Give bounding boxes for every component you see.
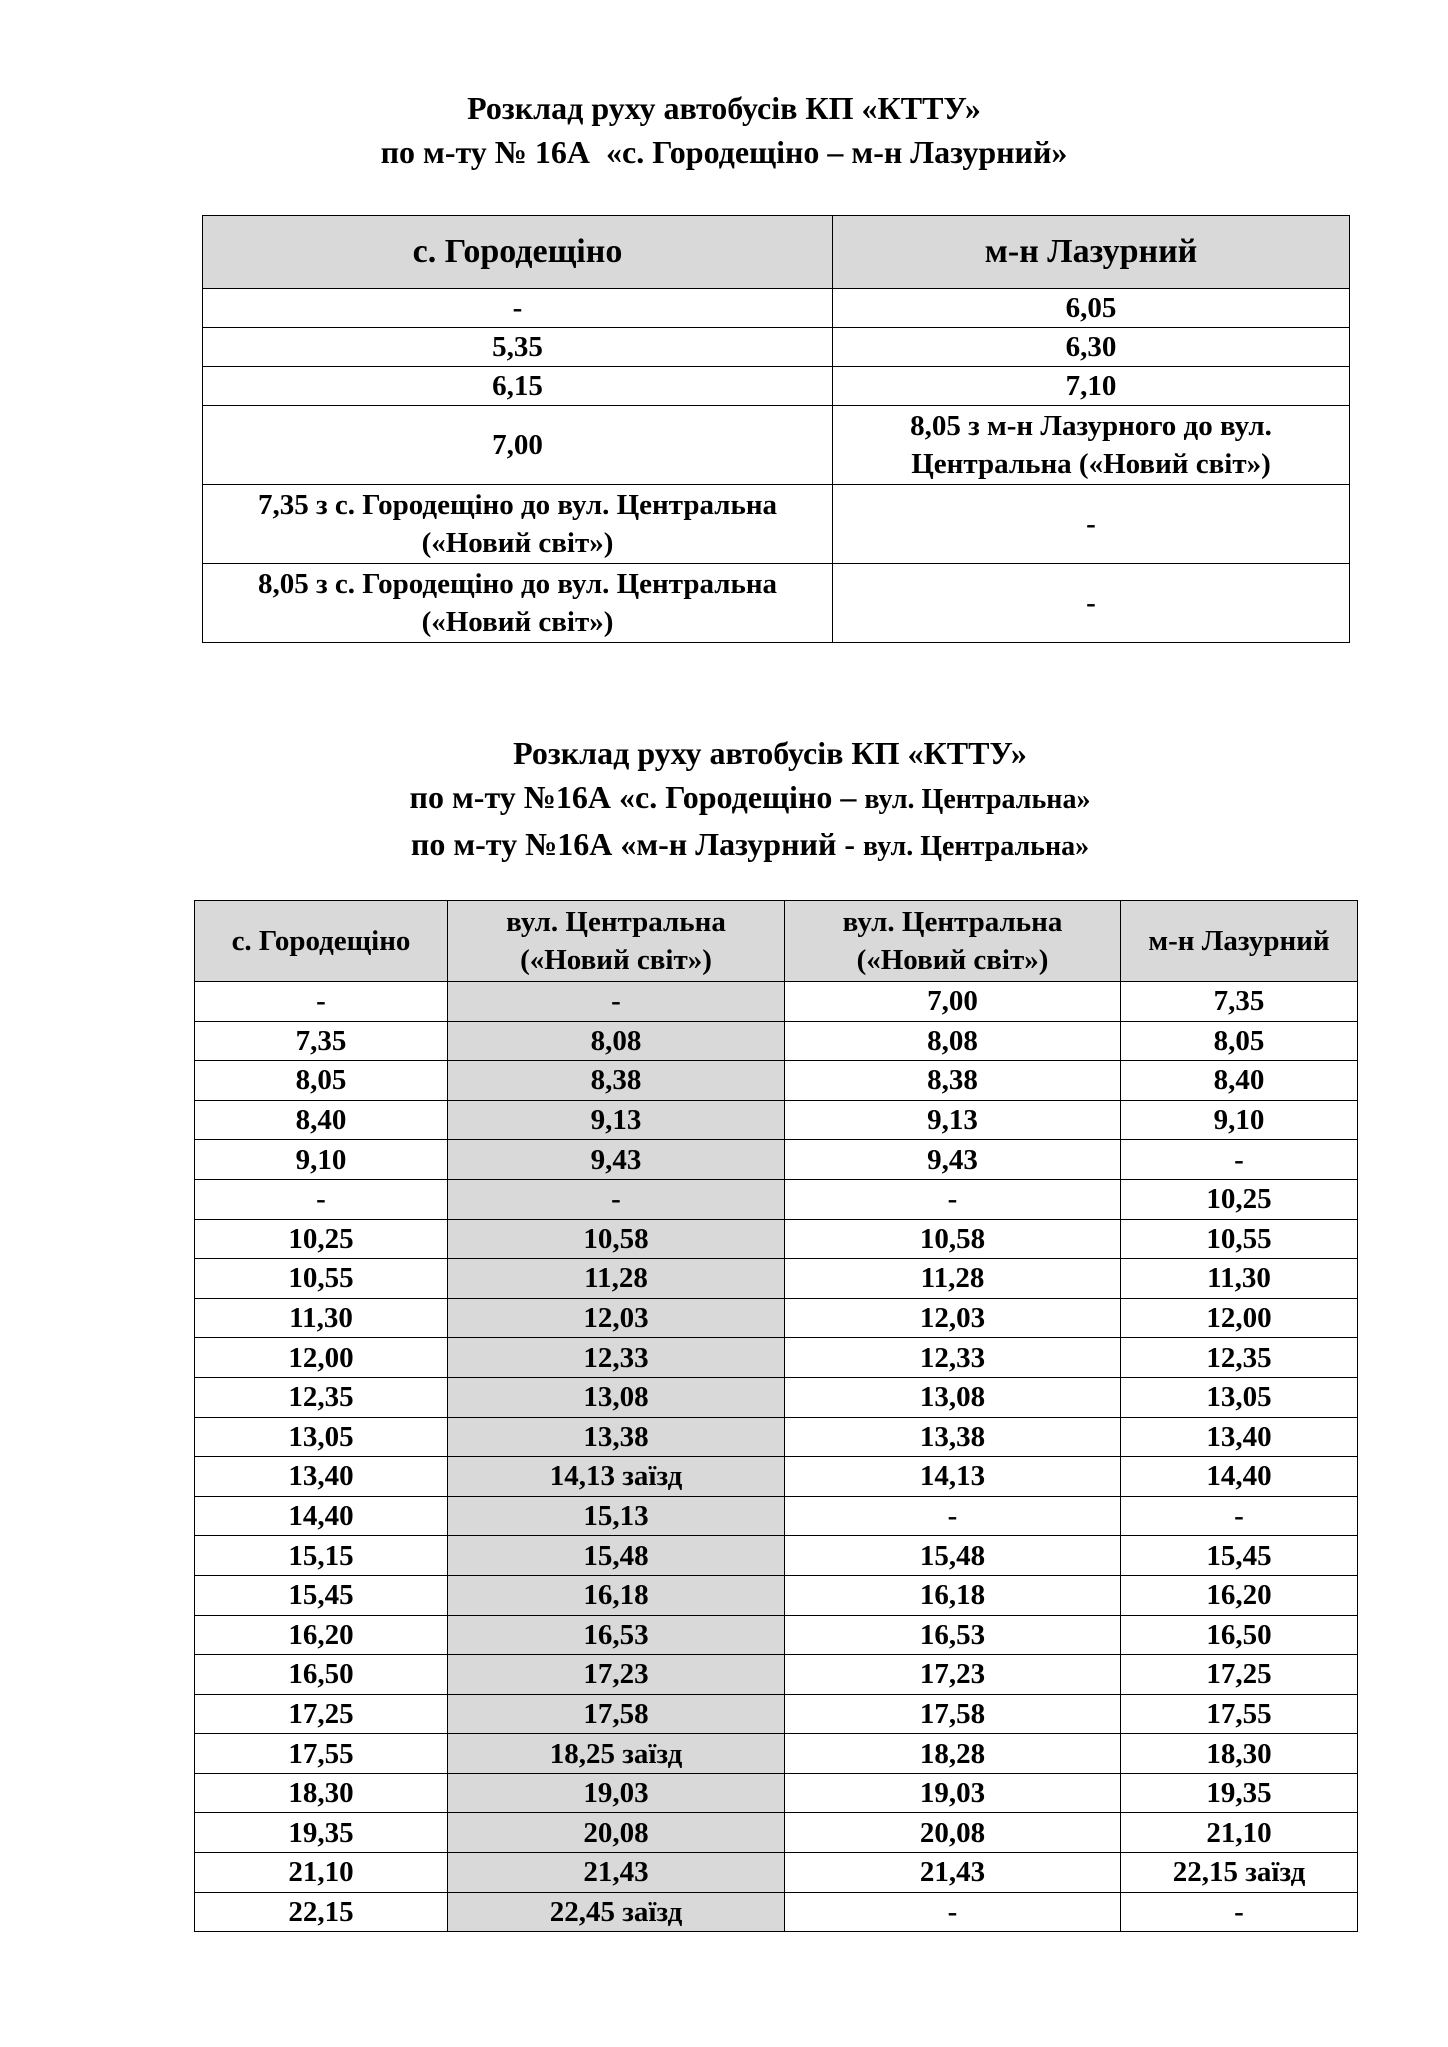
schedule2-cell-lazurnyi: 14,40 — [1121, 1457, 1358, 1497]
schedule2-route2-suffix: вул. Центральна» — [863, 831, 1090, 862]
schedule2-row — [195, 1298, 1358, 1338]
schedule2-row — [195, 1061, 1358, 1101]
schedule2-cell-lazurnyi: 7,35 — [1121, 982, 1358, 1022]
schedule1-cell-gorodeshchino: 7,00 — [203, 406, 833, 485]
schedule1-cell-gorodeshchino: 6,15 — [203, 367, 833, 406]
schedule2-cell-tsentralna-2: 13,08 — [785, 1377, 1121, 1417]
schedule2-cell-lazurnyi: - — [1121, 1140, 1358, 1180]
schedule2-title: Розклад руху автобусів КП «КТТУ» — [513, 735, 1027, 771]
schedule2-cell-gorodeshchino: 15,15 — [195, 1536, 448, 1576]
schedule2-row — [195, 1536, 1358, 1576]
schedule2-cell-tsentralna-2: 13,38 — [785, 1417, 1121, 1457]
schedule2-cell-gorodeshchino: 16,20 — [195, 1615, 448, 1655]
schedule2-route1-prefix: по м-ту №16А «с. Городещіно – — [409, 779, 865, 815]
schedule2-cell-tsentralna-1: 13,38 — [448, 1417, 785, 1457]
schedule2-cell-gorodeshchino: 9,10 — [195, 1140, 448, 1180]
schedule2-cell-gorodeshchino: 12,00 — [195, 1338, 448, 1378]
schedule2-cell-tsentralna-2: 17,58 — [785, 1694, 1121, 1734]
schedule2-body — [195, 982, 1358, 1932]
schedule2-cell-gorodeshchino: 10,25 — [195, 1219, 448, 1259]
schedule2-header-tsentralna-1: вул. Центральна («Новий світ») — [448, 901, 785, 982]
schedule2-header-gorodeshchino: с. Городещіно — [195, 901, 448, 982]
schedule2-row — [195, 1734, 1358, 1774]
schedule2-heading — [0, 731, 1448, 869]
schedule2-route1-suffix: вул. Центральна» — [864, 784, 1091, 815]
schedule2-row — [195, 1813, 1358, 1853]
schedule2-row — [195, 1417, 1358, 1457]
schedule1-table — [202, 215, 1350, 643]
schedule1-row — [203, 406, 1350, 485]
schedule1-cell-gorodeshchino: 7,35 з с. Городещіно до вул. Центральна («Новий світ») — [203, 485, 833, 564]
schedule2-row — [195, 1575, 1358, 1615]
schedule2-cell-lazurnyi: 15,45 — [1121, 1536, 1358, 1576]
schedule2-cell-gorodeshchino: 17,25 — [195, 1694, 448, 1734]
schedule1-cell-gorodeshchino: 5,35 — [203, 328, 833, 367]
schedule2-route1 — [26, 775, 1448, 822]
schedule1-route: по м-ту № 16А «с. Городещіно – м-н Лазурний» — [380, 134, 1068, 170]
schedule1-cell-lazurnyi: 6,30 — [833, 328, 1350, 367]
schedule2-cell-gorodeshchino: 13,05 — [195, 1417, 448, 1457]
schedule2-cell-tsentralna-1: 9,43 — [448, 1140, 785, 1180]
schedule2-cell-tsentralna-2: 7,00 — [785, 982, 1121, 1022]
schedule1-body — [203, 289, 1350, 643]
schedule2-cell-tsentralna-1: 18,25 заїзд — [448, 1734, 785, 1774]
schedule2-cell-tsentralna-1: 19,03 — [448, 1773, 785, 1813]
schedule2-cell-gorodeshchino: 19,35 — [195, 1813, 448, 1853]
schedule2-cell-lazurnyi: 18,30 — [1121, 1734, 1358, 1774]
schedule2-cell-lazurnyi: 17,55 — [1121, 1694, 1358, 1734]
schedule2-cell-lazurnyi: 8,05 — [1121, 1021, 1358, 1061]
schedule2-cell-tsentralna-2: 19,03 — [785, 1773, 1121, 1813]
schedule1-cell-lazurnyi: 8,05 з м-н Лазурного до вул. Центральна («Новий світ») — [833, 406, 1350, 485]
schedule2-cell-gorodeshchino: 16,50 — [195, 1655, 448, 1695]
schedule2-cell-tsentralna-1: 20,08 — [448, 1813, 785, 1853]
schedule2-cell-gorodeshchino: 14,40 — [195, 1496, 448, 1536]
schedule2-row — [195, 982, 1358, 1022]
schedule2-header-lazurnyi: м-н Лазурний — [1121, 901, 1358, 982]
schedule2-cell-tsentralna-1: 17,23 — [448, 1655, 785, 1695]
schedule2-cell-tsentralna-2: 18,28 — [785, 1734, 1121, 1774]
schedule2-cell-lazurnyi: 10,25 — [1121, 1179, 1358, 1219]
schedule2-cell-tsentralna-2: - — [785, 1179, 1121, 1219]
schedule2-row — [195, 1259, 1358, 1299]
schedule2-cell-lazurnyi: 17,25 — [1121, 1655, 1358, 1695]
schedule2-cell-lazurnyi: 12,35 — [1121, 1338, 1358, 1378]
schedule2-cell-lazurnyi: 16,20 — [1121, 1575, 1358, 1615]
schedule2-cell-tsentralna-1: 21,43 — [448, 1853, 785, 1893]
schedule2-cell-tsentralna-2: 16,53 — [785, 1615, 1121, 1655]
schedule2-cell-tsentralna-2: 9,13 — [785, 1100, 1121, 1140]
schedule2-row — [195, 1021, 1358, 1061]
schedule2-cell-gorodeshchino: - — [195, 1179, 448, 1219]
schedule1-header-row — [203, 216, 1350, 289]
schedule2-cell-tsentralna-2: 10,58 — [785, 1219, 1121, 1259]
schedule2-cell-gorodeshchino: 21,10 — [195, 1853, 448, 1893]
schedule2-cell-gorodeshchino: 12,35 — [195, 1377, 448, 1417]
schedule2-cell-lazurnyi: 10,55 — [1121, 1219, 1358, 1259]
schedule2-route2-prefix: по м-ту №16А «м-н Лазурний - — [410, 826, 864, 862]
schedule2-cell-lazurnyi: 8,40 — [1121, 1061, 1358, 1101]
schedule1-cell-lazurnyi: - — [833, 485, 1350, 564]
schedule2-cell-gorodeshchino: 8,40 — [195, 1100, 448, 1140]
schedule2-cell-tsentralna-1: 8,38 — [448, 1061, 785, 1101]
schedule2-row — [195, 1219, 1358, 1259]
schedule2-cell-gorodeshchino: 11,30 — [195, 1298, 448, 1338]
schedule1-cell-gorodeshchino: - — [203, 289, 833, 328]
schedule2-row — [195, 1496, 1358, 1536]
schedule2-cell-lazurnyi: 12,00 — [1121, 1298, 1358, 1338]
schedule2-cell-tsentralna-2: 20,08 — [785, 1813, 1121, 1853]
schedule2-cell-tsentralna-1: 8,08 — [448, 1021, 785, 1061]
schedule2-cell-tsentralna-1: 22,45 заїзд — [448, 1892, 785, 1932]
schedule2-cell-tsentralna-1: - — [448, 1179, 785, 1219]
schedule2-cell-gorodeshchino: 18,30 — [195, 1773, 448, 1813]
schedule2-cell-lazurnyi: - — [1121, 1892, 1358, 1932]
schedule2-cell-gorodeshchino: 8,05 — [195, 1061, 448, 1101]
schedule2-cell-tsentralna-2: 8,08 — [785, 1021, 1121, 1061]
schedule2-cell-tsentralna-1: 16,53 — [448, 1615, 785, 1655]
schedule2-cell-tsentralna-1: 15,13 — [448, 1496, 785, 1536]
schedule2-cell-tsentralna-2: 9,43 — [785, 1140, 1121, 1180]
schedule2-cell-tsentralna-1: 12,33 — [448, 1338, 785, 1378]
schedule1-row — [203, 328, 1350, 367]
schedule2-cell-tsentralna-1: 16,18 — [448, 1575, 785, 1615]
schedule2-cell-tsentralna-1: 11,28 — [448, 1259, 785, 1299]
schedule2-cell-tsentralna-2: 12,03 — [785, 1298, 1121, 1338]
schedule2-cell-gorodeshchino: 15,45 — [195, 1575, 448, 1615]
schedule2-cell-lazurnyi: 13,40 — [1121, 1417, 1358, 1457]
schedule2-row — [195, 1892, 1358, 1932]
schedule2-row — [195, 1615, 1358, 1655]
schedule2-row — [195, 1140, 1358, 1180]
schedule2-row — [195, 1377, 1358, 1417]
schedule2-cell-tsentralna-1: 14,13 заїзд — [448, 1457, 785, 1497]
schedule1-cell-lazurnyi: 6,05 — [833, 289, 1350, 328]
schedule2-cell-lazurnyi: 22,15 заїзд — [1121, 1853, 1358, 1893]
schedule2-cell-gorodeshchino: 13,40 — [195, 1457, 448, 1497]
schedule2-cell-tsentralna-2: 15,48 — [785, 1536, 1121, 1576]
schedule2-cell-gorodeshchino: 10,55 — [195, 1259, 448, 1299]
schedule2-cell-gorodeshchino: 22,15 — [195, 1892, 448, 1932]
schedule2-cell-tsentralna-1: 10,58 — [448, 1219, 785, 1259]
schedule2-cell-gorodeshchino: - — [195, 982, 448, 1022]
schedule1-cell-lazurnyi: 7,10 — [833, 367, 1350, 406]
schedule1-cell-lazurnyi: - — [833, 564, 1350, 643]
schedule1-header-gorodeshchino: с. Городещіно — [203, 216, 833, 289]
schedule1-row — [203, 564, 1350, 643]
schedule2-row — [195, 1457, 1358, 1497]
schedule2-cell-lazurnyi: 9,10 — [1121, 1100, 1358, 1140]
schedule2-cell-lazurnyi: 13,05 — [1121, 1377, 1358, 1417]
schedule2-cell-tsentralna-2: 12,33 — [785, 1338, 1121, 1378]
schedule2-cell-lazurnyi: 21,10 — [1121, 1813, 1358, 1853]
schedule2-cell-tsentralna-1: - — [448, 982, 785, 1022]
schedule2-cell-tsentralna-2: - — [785, 1892, 1121, 1932]
schedule2-cell-lazurnyi: - — [1121, 1496, 1358, 1536]
schedule2-cell-tsentralna-2: 14,13 — [785, 1457, 1121, 1497]
schedule2-row — [195, 1773, 1358, 1813]
schedule2-cell-tsentralna-2: 16,18 — [785, 1575, 1121, 1615]
schedule1-cell-gorodeshchino: 8,05 з с. Городещіно до вул. Центральна («Новий світ») — [203, 564, 833, 643]
schedule2-cell-tsentralna-2: 21,43 — [785, 1853, 1121, 1893]
schedule2-row — [195, 1179, 1358, 1219]
schedule2-cell-tsentralna-1: 12,03 — [448, 1298, 785, 1338]
schedule2-cell-tsentralna-2: 11,28 — [785, 1259, 1121, 1299]
schedule2-row — [195, 1853, 1358, 1893]
schedule2-cell-tsentralna-1: 15,48 — [448, 1536, 785, 1576]
schedule1-row — [203, 289, 1350, 328]
schedule2-cell-lazurnyi: 11,30 — [1121, 1259, 1358, 1299]
schedule2-cell-gorodeshchino: 7,35 — [195, 1021, 448, 1061]
schedule2-cell-tsentralna-2: 17,23 — [785, 1655, 1121, 1695]
schedule1-header-lazurnyi: м-н Лазурний — [833, 216, 1350, 289]
schedule2-header-row — [195, 901, 1358, 982]
schedule2-cell-tsentralna-2: - — [785, 1496, 1121, 1536]
schedule1-title: Розклад руху автобусів КП «КТТУ» — [467, 90, 981, 126]
schedule1-row — [203, 485, 1350, 564]
schedule2-row — [195, 1338, 1358, 1378]
schedule2-cell-lazurnyi: 19,35 — [1121, 1773, 1358, 1813]
schedule1-heading — [0, 86, 1448, 174]
schedule2-row — [195, 1655, 1358, 1695]
schedule2-cell-tsentralna-1: 9,13 — [448, 1100, 785, 1140]
schedule2-cell-tsentralna-2: 8,38 — [785, 1061, 1121, 1101]
schedule2-cell-gorodeshchino: 17,55 — [195, 1734, 448, 1774]
schedule2-cell-tsentralna-1: 13,08 — [448, 1377, 785, 1417]
schedule2-cell-tsentralna-1: 17,58 — [448, 1694, 785, 1734]
schedule2-row — [195, 1694, 1358, 1734]
schedule2-table — [194, 900, 1358, 1932]
schedule2-route2 — [26, 822, 1448, 869]
schedule2-row — [195, 1100, 1358, 1140]
schedule1-row — [203, 367, 1350, 406]
schedule2-cell-lazurnyi: 16,50 — [1121, 1615, 1358, 1655]
schedule2-header-tsentralna-2: вул. Центральна («Новий світ») — [785, 901, 1121, 982]
